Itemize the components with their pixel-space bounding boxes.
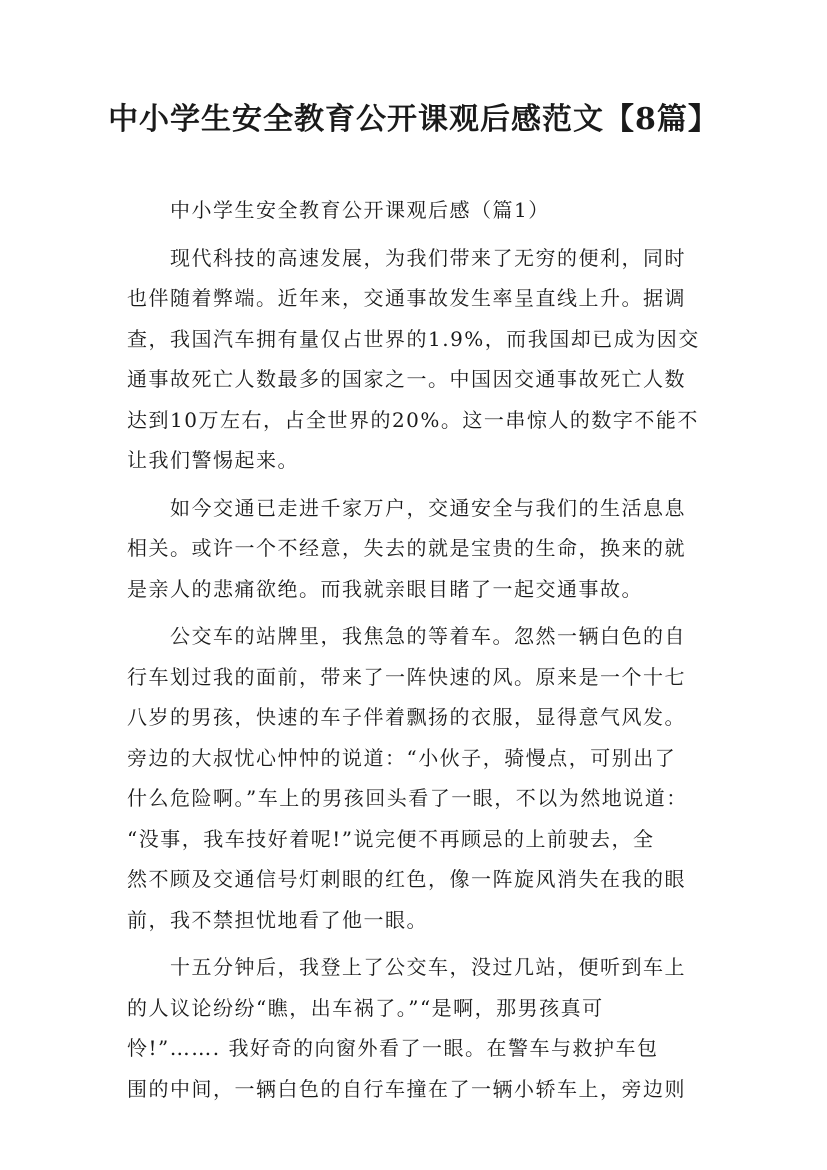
paragraph-line: “没事，我车技好着呢!”说完便不再顾忌的上前驶去，全 xyxy=(127,826,655,851)
paragraph-line: 然不顾及交通信号灯刺眼的红色，像一阵旋风消失在我的眼 xyxy=(127,867,686,891)
paragraph-line: 旁边的大叔忧心忡忡的说道：“小伙子，骑慢点，可别出了 xyxy=(127,745,677,770)
document-body xyxy=(127,190,712,1109)
paragraph-2 xyxy=(127,488,712,610)
paragraph-line: 查，我国汽车拥有量仅占世界的1.9%，而我国却已成为因交 xyxy=(127,326,700,351)
paragraph-line: 前，我不禁担忧地看了他一眼。 xyxy=(127,907,428,932)
paragraph-line: 的人议论纷纷“瞧，出车祸了。”“是啊，那男孩真可 xyxy=(127,995,604,1020)
paragraph-line: 如今交通已走进千家万户，交通安全与我们的生活息息 xyxy=(170,495,686,520)
paragraph-line: 也伴随着弊端。近年来，交通事故发生率呈直线上升。据调 xyxy=(127,286,686,310)
paragraph-line: 现代科技的高速发展，为我们带来了无穷的便利，同时 xyxy=(170,245,686,270)
paragraph-line: 是亲人的悲痛欲绝。而我就亲眼目睹了一起交通事故。 xyxy=(127,576,643,601)
paragraph-line: 十五分钟后，我登上了公交车，没过几站，便听到车上 xyxy=(170,955,686,979)
paragraph-line: 通事故死亡人数最多的国家之一。中国因交通事故死亡人数 xyxy=(127,367,686,391)
paragraph-line: 围的中间，一辆白色的自行车撞在了一辆小轿车上，旁边则 xyxy=(127,1076,686,1101)
document-title: 中小学生安全教育公开课观后感范文【8篇】 xyxy=(108,102,719,137)
paragraph-line: 什么危险啊。”车上的男孩回头看了一眼，不以为然地说道： xyxy=(127,786,688,810)
paragraph-3 xyxy=(127,616,712,940)
paragraph-1 xyxy=(127,238,712,481)
section-heading-text: 中小学生安全教育公开课观后感（篇1） xyxy=(170,198,550,222)
paragraph-line: 公交车的站牌里，我焦急的等着车。忽然一辆白色的自 xyxy=(170,624,686,648)
paragraph-line: 怜!”……. 我好奇的向窗外看了一眼。在警车与救护车包 xyxy=(127,1036,659,1060)
paragraph-line: 八岁的男孩，快速的车子伴着飘扬的衣服，显得意气风发。 xyxy=(127,705,686,729)
paragraph-line: 相关。或许一个不经意，失去的就是宝贵的生命，换来的就 xyxy=(127,536,686,560)
paragraph-line: 达到10万左右，占全世界的20%。这一串惊人的数字不能不 xyxy=(127,407,699,432)
paragraph-line: 让我们警惕起来。 xyxy=(127,448,299,472)
section-heading xyxy=(127,190,712,231)
paragraph-line: 行车划过我的面前，带来了一阵快速的风。原来是一个十七 xyxy=(127,664,686,689)
paragraph-4 xyxy=(127,947,712,1109)
